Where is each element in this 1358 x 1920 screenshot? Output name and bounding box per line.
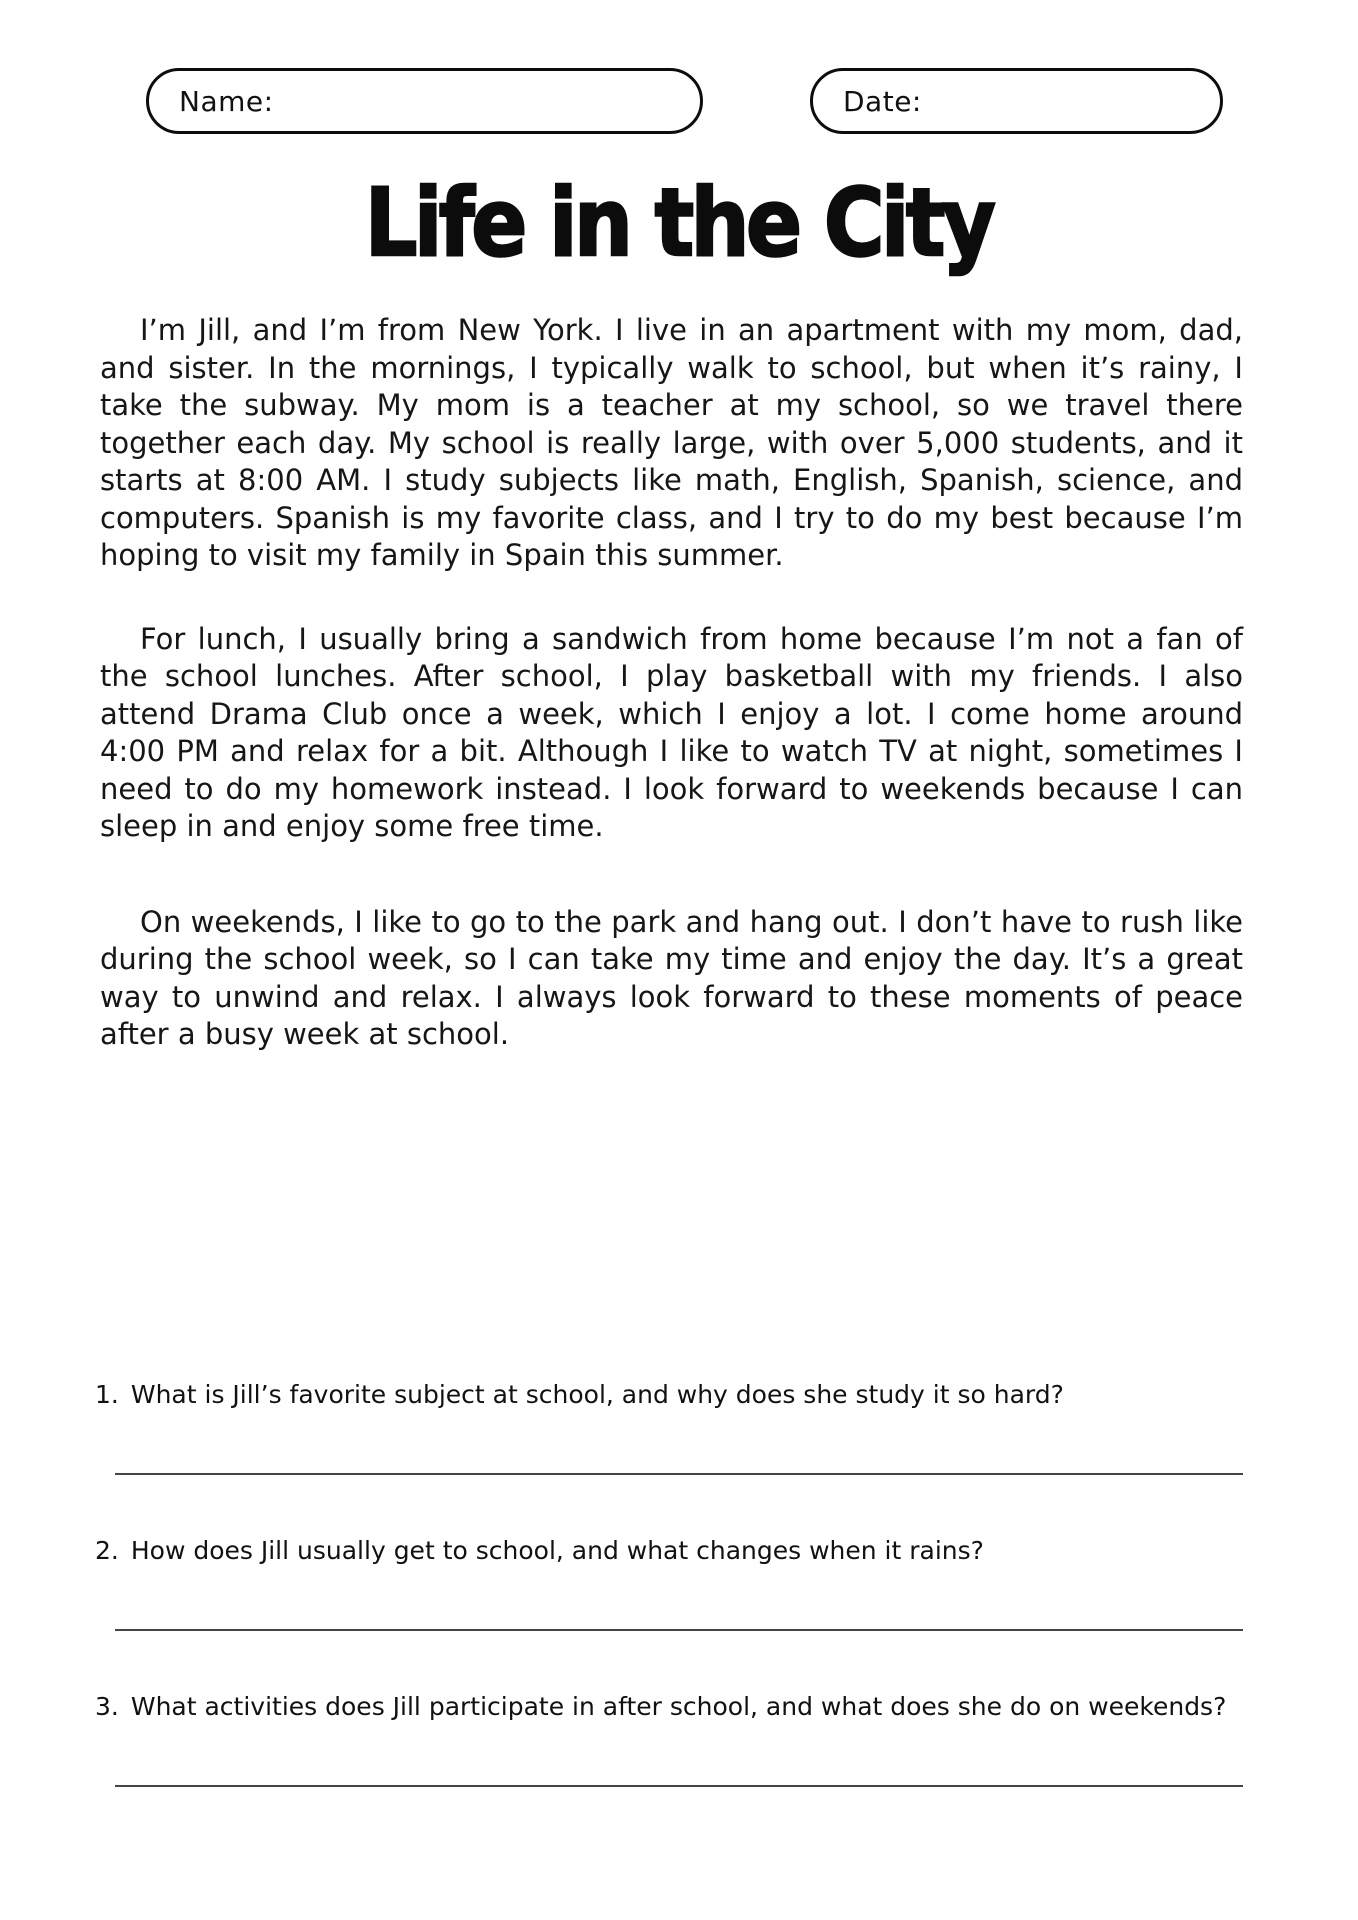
question-3-answer-line[interactable] — [115, 1785, 1243, 1787]
name-input-area[interactable] — [274, 71, 700, 131]
question-1-number: 1. — [95, 1380, 119, 1409]
passage-paragraph-1: I’m Jill, and I’m from New York. I live in an apartment with my mom, dad, and sister. In the mornings, I typically walk to school, but when it’s rainy, I take the subway. My mom is a teacher at my school, so we travel there together each day. My school is really large, with over 5,000 students, and it starts at 8:00 AM. I study subjects like math, English, Spanish, science, and computers. Spanish is my favorite class, and I try to do my best because I’m hoping to visit my family in Spain this summer. — [100, 313, 1243, 572]
question-3-text: What activities does Jill participate in after school, and what does she do on weekends? — [130, 1692, 1227, 1721]
worksheet-title-text: Life in the City — [365, 169, 993, 278]
question-2-row — [95, 1536, 1245, 1565]
question-1 — [95, 1380, 1245, 1475]
date-input-area[interactable] — [922, 71, 1220, 131]
reading-passage — [100, 312, 1243, 1100]
date-label: Date: — [843, 84, 922, 118]
name-field[interactable] — [146, 68, 703, 134]
question-1-text: What is Jill’s favorite subject at school, and why does she study it so hard? — [130, 1380, 1064, 1409]
question-2 — [95, 1536, 1245, 1631]
name-label: Name: — [179, 84, 274, 118]
question-3 — [95, 1692, 1245, 1787]
question-2-answer-line[interactable] — [115, 1629, 1243, 1631]
passage-paragraph-2: For lunch, I usually bring a sandwich from home because I’m not a fan of the school lunches. After school, I play basketball with my friends. I also attend Drama Club once a week, which I enjoy a lot. I come home around 4:00 PM and relax for a bit. Although I like to watch TV at night, sometimes I need to do my homework instead. I look forward to weekends because I can sleep in and enjoy some free time. — [100, 621, 1243, 843]
question-1-answer-line[interactable] — [115, 1473, 1243, 1475]
passage-paragraph-3: On weekends, I like to go to the park and hang out. I don’t have to rush like during the school week, so I can take my time and enjoy the day. It’s a great way to unwind and relax. I always look forward to these moments of peace after a busy week at school. — [100, 904, 1243, 1051]
question-2-text: How does Jill usually get to school, and what changes when it rains? — [130, 1536, 984, 1565]
question-3-number: 3. — [95, 1692, 119, 1721]
question-2-number: 2. — [95, 1536, 119, 1565]
question-1-row — [95, 1380, 1245, 1409]
worksheet-title — [0, 169, 1358, 278]
questions-section — [95, 1380, 1245, 1848]
date-field[interactable] — [810, 68, 1223, 134]
question-3-row — [95, 1692, 1245, 1721]
header-row — [146, 68, 1223, 134]
